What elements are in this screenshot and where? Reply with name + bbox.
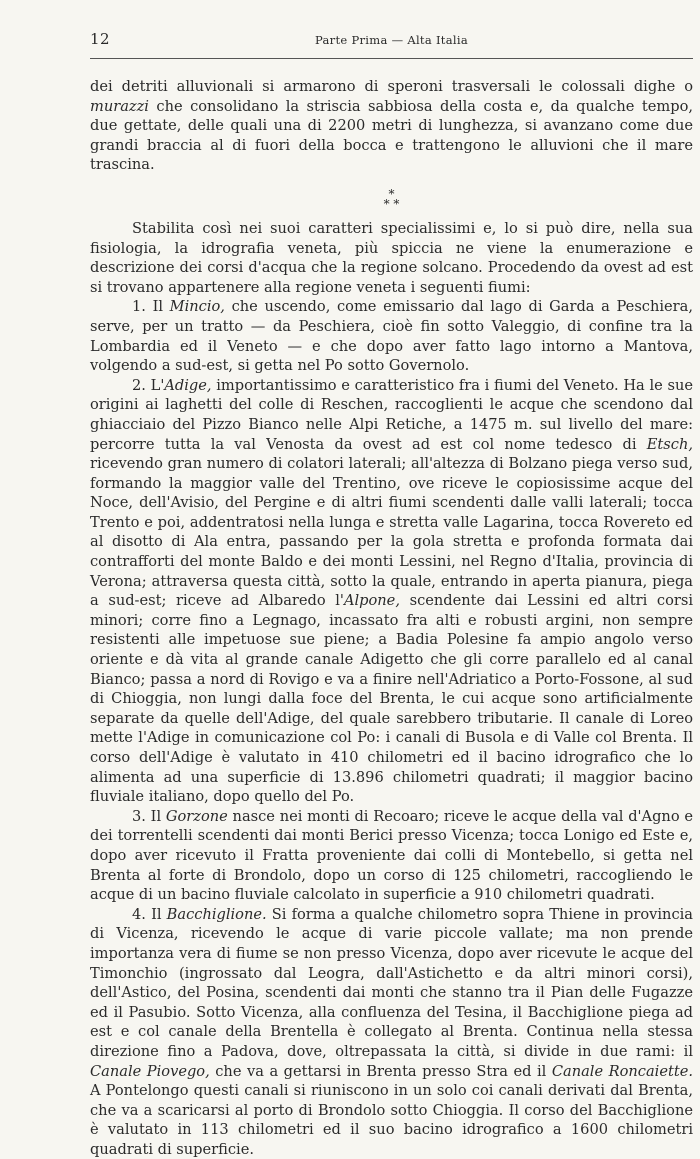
river-name-gorzone: Gorzone <box>165 807 228 825</box>
running-head <box>90 30 693 52</box>
asterism-divider: * * * <box>383 186 400 211</box>
river-name-bacchiglione: Bacchiglione. <box>166 905 267 923</box>
page-number: 12 <box>90 30 111 48</box>
river-name-mincio: Mincio, <box>169 298 225 316</box>
river-bacchiglione-paragraph: 4. Il Bacchiglione. Si forma a qualche chilometro sopra Thiene in provincia di Vicenza, ricevendo le acque di varie piccole vallate; ma non prende importanza vera di fiume se non presso Vicenza, dopo aver ricevute le acque del Timonchio (ingrossato dal Leogra, dall'Astichetto e da altri minori corsi), dell'Astico, del Posina, scendenti dai monti che stanno tra il Pian delle Fugazze ed il Pasubio. Sotto Vicenza, alla confluenza del Tesina, il Bacchiglione piega ad est e col canale della Brentella è collegato al Brenta. Continua nella stessa direzione fino a Padova, dove, oltrepassata la città, si divide in due rami: il Canale Piovego, che va a gettarsi in Brenta presso Stra ed il Canale Roncaiette. A Pontelongo questi canali si riuniscono in un solo coi canali derivati dal Brenta, che va a scaricarsi al porto di Brondolo sotto Chioggia. Il corso del Bacchiglione è valutato in 113 chilometri ed il suo bacino idrografico a 1600 chilometri quadrati di superficie. <box>90 905 693 1158</box>
body-text <box>90 77 693 1159</box>
river-gorzone-paragraph: 3. Il Gorzone nasce nei monti di Recoaro; riceve le acque della val d'Agno e dei torrentelli scendenti dai monti Berici presso Vicenza; tocca Lonigo ed Este e, dopo aver ricevuto il Fratta proveniente dai colli di Montebello, si getta nel Brenta al forte di Brondolo, dopo un corso di 125 chilometri, raccogliendo le acque di un bacino fluviale calcolato in superficie a 910 chilometri quadrati. <box>90 807 693 904</box>
canal-name-roncaiette: Canale Roncaiette. <box>551 1062 693 1080</box>
intro-paragraph: Stabilita così nei suoi caratteri specialissimi e, lo si può dire, nella sua fisiologia, la idrografia veneta, più spiccia ne viene la enumerazione e descrizione dei corsi d'acqua che la regione solcano. Procedendo da ovest ad est si trovano appartenere alla regione veneta i seguenti fiumi: <box>90 219 693 296</box>
river-name-adige: Adige, <box>164 376 212 394</box>
river-name-etsch: Etsch, <box>646 435 693 453</box>
river-name-alpone: Alpone, <box>343 592 400 610</box>
opening-paragraph: dei detriti alluvionali si armarono di speroni trasversali le colossali dighe o murazzi che consolidano la striscia sabbiosa della costa e, da qualche tempo, due gettate, delle quali una di 2200 metri di lunghezza, si avanzano come due grandi braccia al di fuori della bocca e trattengono le alluvioni che il mare trascina. <box>90 78 693 174</box>
river-adige-paragraph: 2. L'Adige, importantissimo e caratteristico fra i fiumi del Veneto. Ha le sue origini ai laghetti del colle di Reschen, raccoglienti le acque che scendono dal ghiacciaio del Pizzo Bianco nelle Alpi Retiche, a 1475 m. sul livello del mare: percorre tutta la val Venosta da ovest ad est col nome tedesco di Etsch, ricevendo gran numero di colatori laterali; all'altezza di Bolzano piega verso sud, formando la maggior valle del Trentino, ove riceve le copiosissime acque del Noce, dell'Avisio, del Pergine e di altri fiumi scendenti dalle valli laterali; tocca Trento e poi, addentratosi nella lunga e stretta valle Lagarina, tocca Rovereto ed al disotto di Ala entra, passando per la gola stretta e profonda formata dai contrafforti del monte Baldo e dei monti Lessini, nel Regno d'Italia, provincia di Verona; attraversa questa città, sotto la quale, entrando in aperta pianura, piega a sud-est; riceve ad Albaredo l'Alpone, scendente dai Lessini ed altri corsi minori; corre fino a Legnago, incassato fra alti e robusti argini, non sempre resistenti alle impetuose sue piene; a Badia Polesine fa ampio angolo verso oriente e dà vita al grande canale Adigetto che gli corre parallelo ed al canal Bianco; passa a nord di Rovigo e va a finire nell'Adriatico a Porto-Fossone, al sud di Chioggia, non lungi dalla foce del Brenta, le cui acque sono artificialmente separate da quelle dell'Adige, del quale sarebbero tributarie. Il canale di Loreo mette l'Adige in comunicazione col Po: i canali di Busola e di Valle col Brenta. Il corso dell'Adige è valutato in 410 chilometri ed il bacino idrografico che lo alimenta ad una superficie di 13.896 chilometri quadrati; il maggior bacino fluviale italiano, dopo quello del Po. <box>90 376 693 806</box>
canal-name-piovego: Canale Piovego, <box>90 1062 210 1080</box>
running-title: Parte Prima — Alta Italia <box>315 33 468 47</box>
term-murazzi: murazzi <box>90 97 149 115</box>
book-page <box>90 30 693 1159</box>
river-mincio-paragraph: 1. Il Mincio, che uscendo, come emissario dal lago di Garda a Peschiera, serve, per un tratto — da Peschiera, cioè fin sotto Valeggio, di confine tra la Lombardia ed il Veneto — e che dopo aver fatto lago intorno a Mantova, volgendo a sud-est, si getta nel Po sotto Governolo. <box>90 298 693 375</box>
header-rule <box>90 58 693 59</box>
